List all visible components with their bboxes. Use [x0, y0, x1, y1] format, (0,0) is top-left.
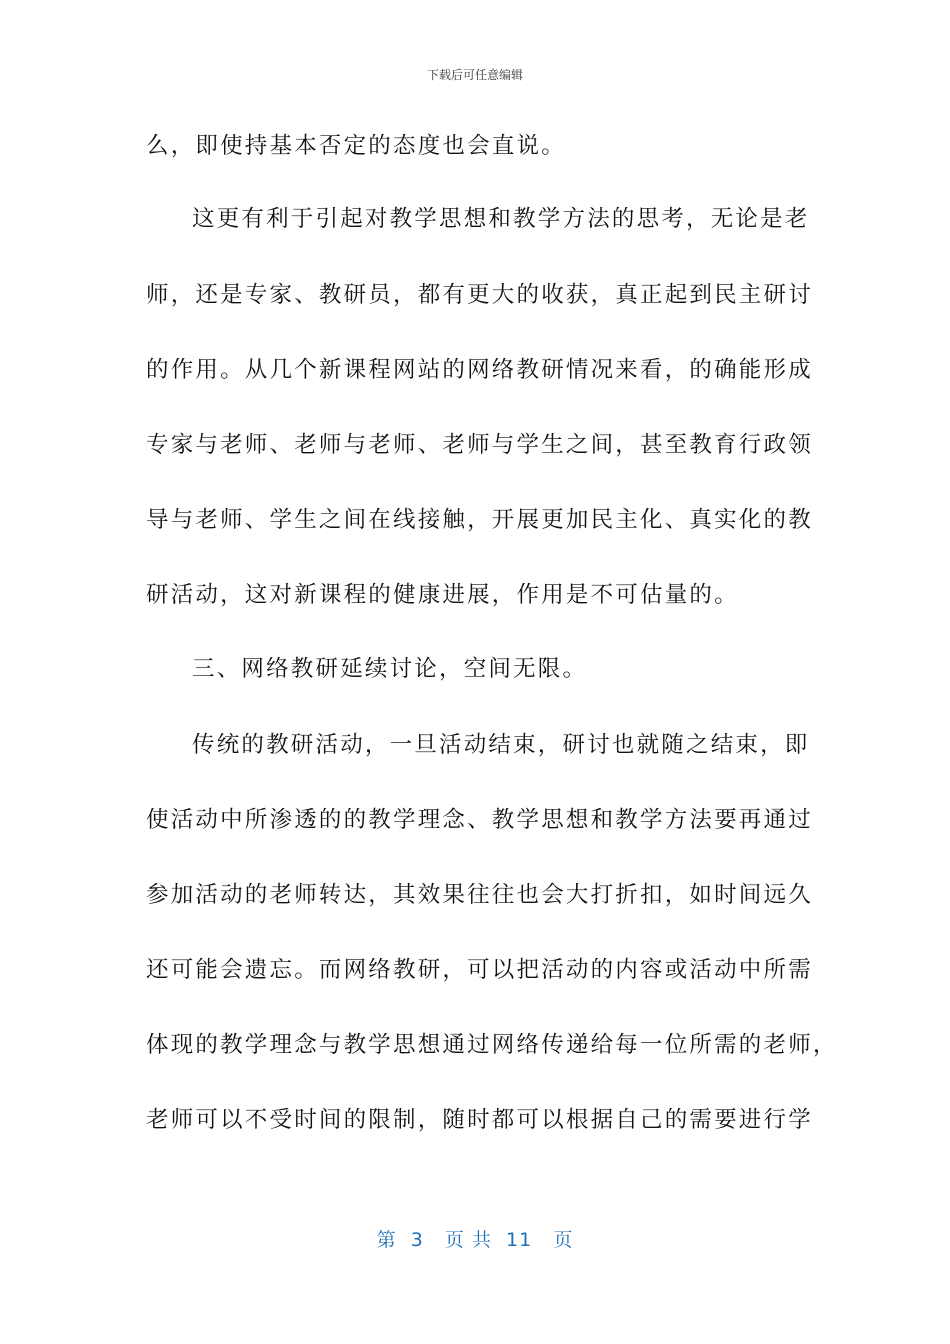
text-line: 导与老师、学生之间在线接触，开展更加民主化、真实化的教 — [146, 507, 813, 533]
text-line: 的作用。从几个新课程网站的网络教研情况来看，的确能形成 — [146, 357, 813, 383]
text-line: 还可能会遗忘。而网络教研，可以把活动的内容或活动中所需 — [146, 957, 813, 983]
text-line: 师，还是专家、教研员，都有更大的收获，真正起到民主研讨 — [146, 282, 813, 308]
page-number-footer: 第 3 页 共 11 页 — [376, 1229, 574, 1251]
section-heading: 三、网络教研延续讨论，空间无限。 — [192, 656, 588, 682]
text-line: 使活动中所渗透的的教学理念、教学思想和教学方法要再通过 — [146, 807, 813, 833]
text-line: 么，即使持基本否定的态度也会直说。 — [146, 133, 566, 159]
paragraph-start-line: 传统的教研活动，一旦活动结束，研讨也就随之结束，即 — [192, 732, 810, 758]
text-line: 研活动，这对新课程的健康进展，作用是不可估量的。 — [146, 582, 739, 608]
text-line: 老师可以不受时间的限制，随时都可以根据自己的需要进行学 — [146, 1107, 813, 1133]
text-line: 参加活动的老师转达，其效果往往也会大打折扣，如时间远久 — [146, 882, 813, 908]
page-header-note: 下载后可任意编辑 — [426, 68, 523, 82]
text-line: 体现的教学理念与教学思想通过网络传递给每一位所需的老师， — [146, 1032, 838, 1058]
text-line: 专家与老师、老师与老师、老师与学生之间，甚至教育行政领 — [146, 432, 813, 458]
paragraph-start-line: 这更有利于引起对教学思想和教学方法的思考，无论是老 — [192, 206, 810, 232]
